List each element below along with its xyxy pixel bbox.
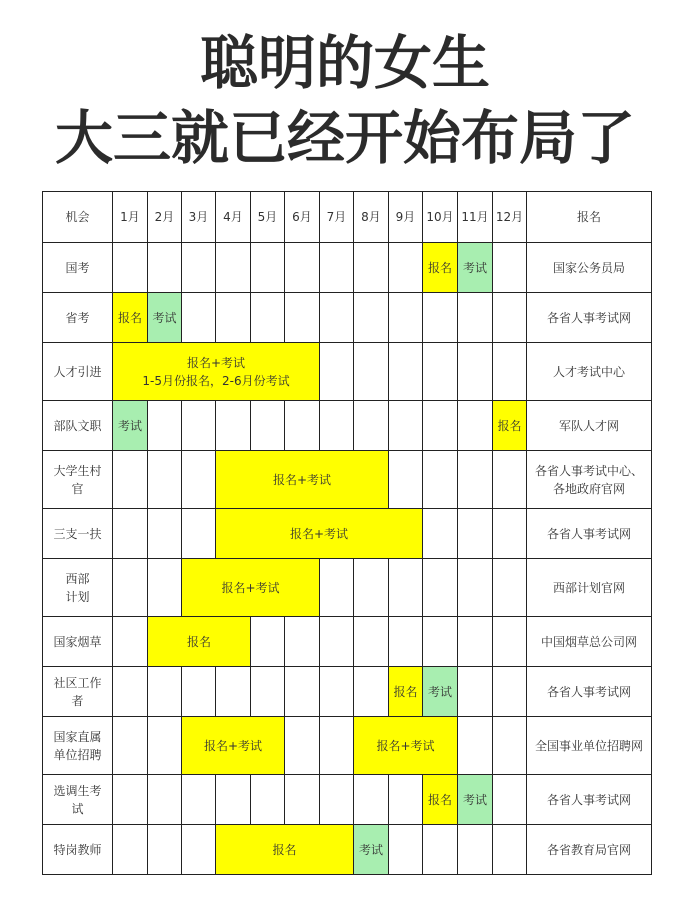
header-month: 8月 — [354, 192, 389, 243]
empty-month-cell — [148, 775, 182, 825]
empty-month-cell — [148, 825, 182, 875]
exam-period-cell — [354, 825, 389, 875]
empty-month-cell — [458, 343, 493, 401]
row-signup-source: 西部计划官网 — [527, 559, 652, 617]
empty-month-cell — [216, 243, 251, 293]
empty-month-cell — [389, 451, 423, 509]
header-month: 9月 — [389, 192, 423, 243]
period-label: 报名+考试 — [289, 526, 349, 541]
period-label: 考试 — [462, 260, 487, 275]
header-signup: 报名 — [527, 192, 652, 243]
empty-month-cell — [423, 559, 458, 617]
apply-period-cell — [182, 559, 320, 617]
empty-month-cell — [423, 617, 458, 667]
table-row — [43, 343, 652, 401]
period-label: 考试 — [117, 418, 142, 433]
empty-month-cell — [251, 617, 285, 667]
empty-month-cell — [320, 401, 354, 451]
empty-month-cell — [320, 293, 354, 343]
empty-month-cell — [493, 775, 527, 825]
period-label: 报名 — [117, 310, 142, 325]
table-row — [43, 293, 652, 343]
row-signup-source: 各省人事考试网 — [527, 667, 652, 717]
row-signup-source: 国家公务员局 — [527, 243, 652, 293]
empty-month-cell — [285, 401, 320, 451]
row-signup-source: 各省人事考试网 — [527, 509, 652, 559]
empty-month-cell — [320, 717, 354, 775]
empty-month-cell — [389, 343, 423, 401]
header-month: 7月 — [320, 192, 354, 243]
empty-month-cell — [148, 509, 182, 559]
row-opportunity-name: 选调生考 试 — [43, 775, 113, 825]
apply-period-cell — [423, 775, 458, 825]
row-opportunity-name: 国家直属 单位招聘 — [43, 717, 113, 775]
empty-month-cell — [493, 293, 527, 343]
period-label: 报名 — [427, 792, 452, 807]
empty-month-cell — [182, 825, 216, 875]
period-label: 报名+考试 — [203, 738, 263, 753]
table-row — [43, 717, 652, 775]
table-row — [43, 509, 652, 559]
period-label: 报名+考试 — [272, 472, 332, 487]
apply-period-cell — [493, 401, 527, 451]
empty-month-cell — [148, 401, 182, 451]
empty-month-cell — [493, 825, 527, 875]
title-line-2: 大三就已经开始布局了 — [54, 104, 635, 172]
title-line-1: 聪明的女生 — [199, 29, 490, 97]
row-opportunity-name: 三支一扶 — [43, 509, 113, 559]
apply-period-cell — [216, 509, 423, 559]
period-label: 报名 — [427, 260, 452, 275]
empty-month-cell — [251, 293, 285, 343]
empty-month-cell — [216, 775, 251, 825]
table-row — [43, 617, 652, 667]
empty-month-cell — [251, 667, 285, 717]
empty-month-cell — [182, 451, 216, 509]
empty-month-cell — [423, 293, 458, 343]
empty-month-cell — [182, 243, 216, 293]
period-label: 考试 — [358, 842, 383, 857]
empty-month-cell — [389, 243, 423, 293]
empty-month-cell — [493, 451, 527, 509]
apply-period-cell — [389, 667, 423, 717]
apply-period-cell — [182, 717, 285, 775]
row-opportunity-name: 国家烟草 — [43, 617, 113, 667]
table-row — [43, 775, 652, 825]
empty-month-cell — [251, 243, 285, 293]
row-signup-source: 各省人事考试中心、 各地政府官网 — [527, 451, 652, 509]
empty-month-cell — [389, 401, 423, 451]
empty-month-cell — [493, 559, 527, 617]
empty-month-cell — [285, 617, 320, 667]
empty-month-cell — [216, 293, 251, 343]
apply-period-cell — [113, 293, 148, 343]
empty-month-cell — [285, 243, 320, 293]
empty-month-cell — [389, 293, 423, 343]
empty-month-cell — [320, 667, 354, 717]
exam-period-cell — [458, 775, 493, 825]
empty-month-cell — [148, 559, 182, 617]
empty-month-cell — [113, 243, 148, 293]
empty-month-cell — [458, 717, 493, 775]
row-opportunity-name: 部队文职 — [43, 401, 113, 451]
row-opportunity-name: 西部 计划 — [43, 559, 113, 617]
period-label: 报名+考试 — [221, 580, 280, 595]
header-month: 4月 — [216, 192, 251, 243]
table-row — [43, 559, 652, 617]
row-signup-source: 中国烟草总公司网 — [527, 617, 652, 667]
empty-month-cell — [493, 617, 527, 667]
empty-month-cell — [458, 451, 493, 509]
row-signup-source: 全国事业单位招聘网 — [527, 717, 652, 775]
empty-month-cell — [354, 617, 389, 667]
empty-month-cell — [493, 343, 527, 401]
header-month: 1月 — [113, 192, 148, 243]
period-label: 报名+考试 — [186, 355, 246, 370]
empty-month-cell — [113, 617, 148, 667]
empty-month-cell — [458, 559, 493, 617]
empty-month-cell — [320, 243, 354, 293]
empty-month-cell — [354, 775, 389, 825]
empty-month-cell — [285, 775, 320, 825]
empty-month-cell — [216, 401, 251, 451]
header-month: 5月 — [251, 192, 285, 243]
empty-month-cell — [113, 775, 148, 825]
apply-period-cell — [354, 717, 458, 775]
period-label: 报名 — [186, 634, 211, 649]
table-row — [43, 401, 652, 451]
row-opportunity-name: 大学生村 官 — [43, 451, 113, 509]
apply-period-cell — [148, 617, 251, 667]
apply-period-cell — [113, 343, 320, 401]
empty-month-cell — [458, 825, 493, 875]
header-month: 11月 — [458, 192, 493, 243]
empty-month-cell — [458, 509, 493, 559]
empty-month-cell — [320, 343, 354, 401]
empty-month-cell — [423, 451, 458, 509]
empty-month-cell — [354, 667, 389, 717]
empty-month-cell — [148, 243, 182, 293]
row-opportunity-name: 省考 — [43, 293, 113, 343]
exam-period-cell — [113, 401, 148, 451]
empty-month-cell — [493, 243, 527, 293]
header-month: 12月 — [493, 192, 527, 243]
header-row — [43, 192, 652, 243]
empty-month-cell — [285, 717, 320, 775]
empty-month-cell — [113, 825, 148, 875]
empty-month-cell — [182, 775, 216, 825]
header-month: 6月 — [285, 192, 320, 243]
empty-month-cell — [113, 717, 148, 775]
empty-month-cell — [458, 667, 493, 717]
period-label: 报名 — [497, 418, 522, 433]
row-signup-source: 各省人事考试网 — [527, 775, 652, 825]
empty-month-cell — [493, 667, 527, 717]
row-opportunity-name: 特岗教师 — [43, 825, 113, 875]
empty-month-cell — [285, 293, 320, 343]
table-row — [43, 825, 652, 875]
header-month: 2月 — [148, 192, 182, 243]
period-label: 报名 — [393, 684, 418, 699]
table-row — [43, 451, 652, 509]
empty-month-cell — [493, 717, 527, 775]
empty-month-cell — [148, 667, 182, 717]
period-label: 报名 — [272, 842, 297, 857]
period-note: 1-5月份报名，2-6月份考试 — [142, 373, 290, 388]
empty-month-cell — [148, 717, 182, 775]
period-label: 考试 — [462, 792, 487, 807]
row-signup-source: 各省人事考试网 — [527, 293, 652, 343]
apply-period-cell — [216, 451, 389, 509]
empty-month-cell — [182, 401, 216, 451]
exam-period-cell — [423, 667, 458, 717]
empty-month-cell — [423, 825, 458, 875]
apply-period-cell — [216, 825, 354, 875]
period-label: 考试 — [152, 310, 177, 325]
empty-month-cell — [354, 401, 389, 451]
row-opportunity-name: 国考 — [43, 243, 113, 293]
header-month: 3月 — [182, 192, 216, 243]
empty-month-cell — [251, 775, 285, 825]
empty-month-cell — [113, 667, 148, 717]
empty-month-cell — [354, 243, 389, 293]
row-opportunity-name: 人才引进 — [43, 343, 113, 401]
empty-month-cell — [320, 617, 354, 667]
period-label: 考试 — [427, 684, 452, 699]
empty-month-cell — [458, 401, 493, 451]
exam-period-cell — [458, 243, 493, 293]
empty-month-cell — [113, 509, 148, 559]
empty-month-cell — [182, 509, 216, 559]
empty-month-cell — [354, 293, 389, 343]
schedule-table — [42, 191, 652, 875]
empty-month-cell — [182, 667, 216, 717]
empty-month-cell — [493, 509, 527, 559]
empty-month-cell — [354, 559, 389, 617]
exam-period-cell — [148, 293, 182, 343]
table-body — [43, 243, 652, 875]
table-row — [43, 243, 652, 293]
header-opportunity: 机会 — [43, 192, 113, 243]
empty-month-cell — [251, 401, 285, 451]
empty-month-cell — [113, 559, 148, 617]
empty-month-cell — [182, 293, 216, 343]
empty-month-cell — [320, 775, 354, 825]
empty-month-cell — [389, 559, 423, 617]
empty-month-cell — [113, 451, 148, 509]
empty-month-cell — [423, 509, 458, 559]
empty-month-cell — [389, 825, 423, 875]
row-signup-source: 军队人才网 — [527, 401, 652, 451]
empty-month-cell — [389, 617, 423, 667]
empty-month-cell — [354, 343, 389, 401]
empty-month-cell — [458, 617, 493, 667]
row-signup-source: 各省教育局官网 — [527, 825, 652, 875]
header-month: 10月 — [423, 192, 458, 243]
empty-month-cell — [216, 667, 251, 717]
period-label: 报名+考试 — [376, 738, 435, 753]
empty-month-cell — [458, 293, 493, 343]
empty-month-cell — [423, 401, 458, 451]
empty-month-cell — [389, 775, 423, 825]
empty-month-cell — [423, 343, 458, 401]
empty-month-cell — [285, 667, 320, 717]
row-opportunity-name: 社区工作 者 — [43, 667, 113, 717]
apply-period-cell — [423, 243, 458, 293]
table-row — [43, 667, 652, 717]
empty-month-cell — [148, 451, 182, 509]
row-signup-source: 人才考试中心 — [527, 343, 652, 401]
empty-month-cell — [320, 559, 354, 617]
